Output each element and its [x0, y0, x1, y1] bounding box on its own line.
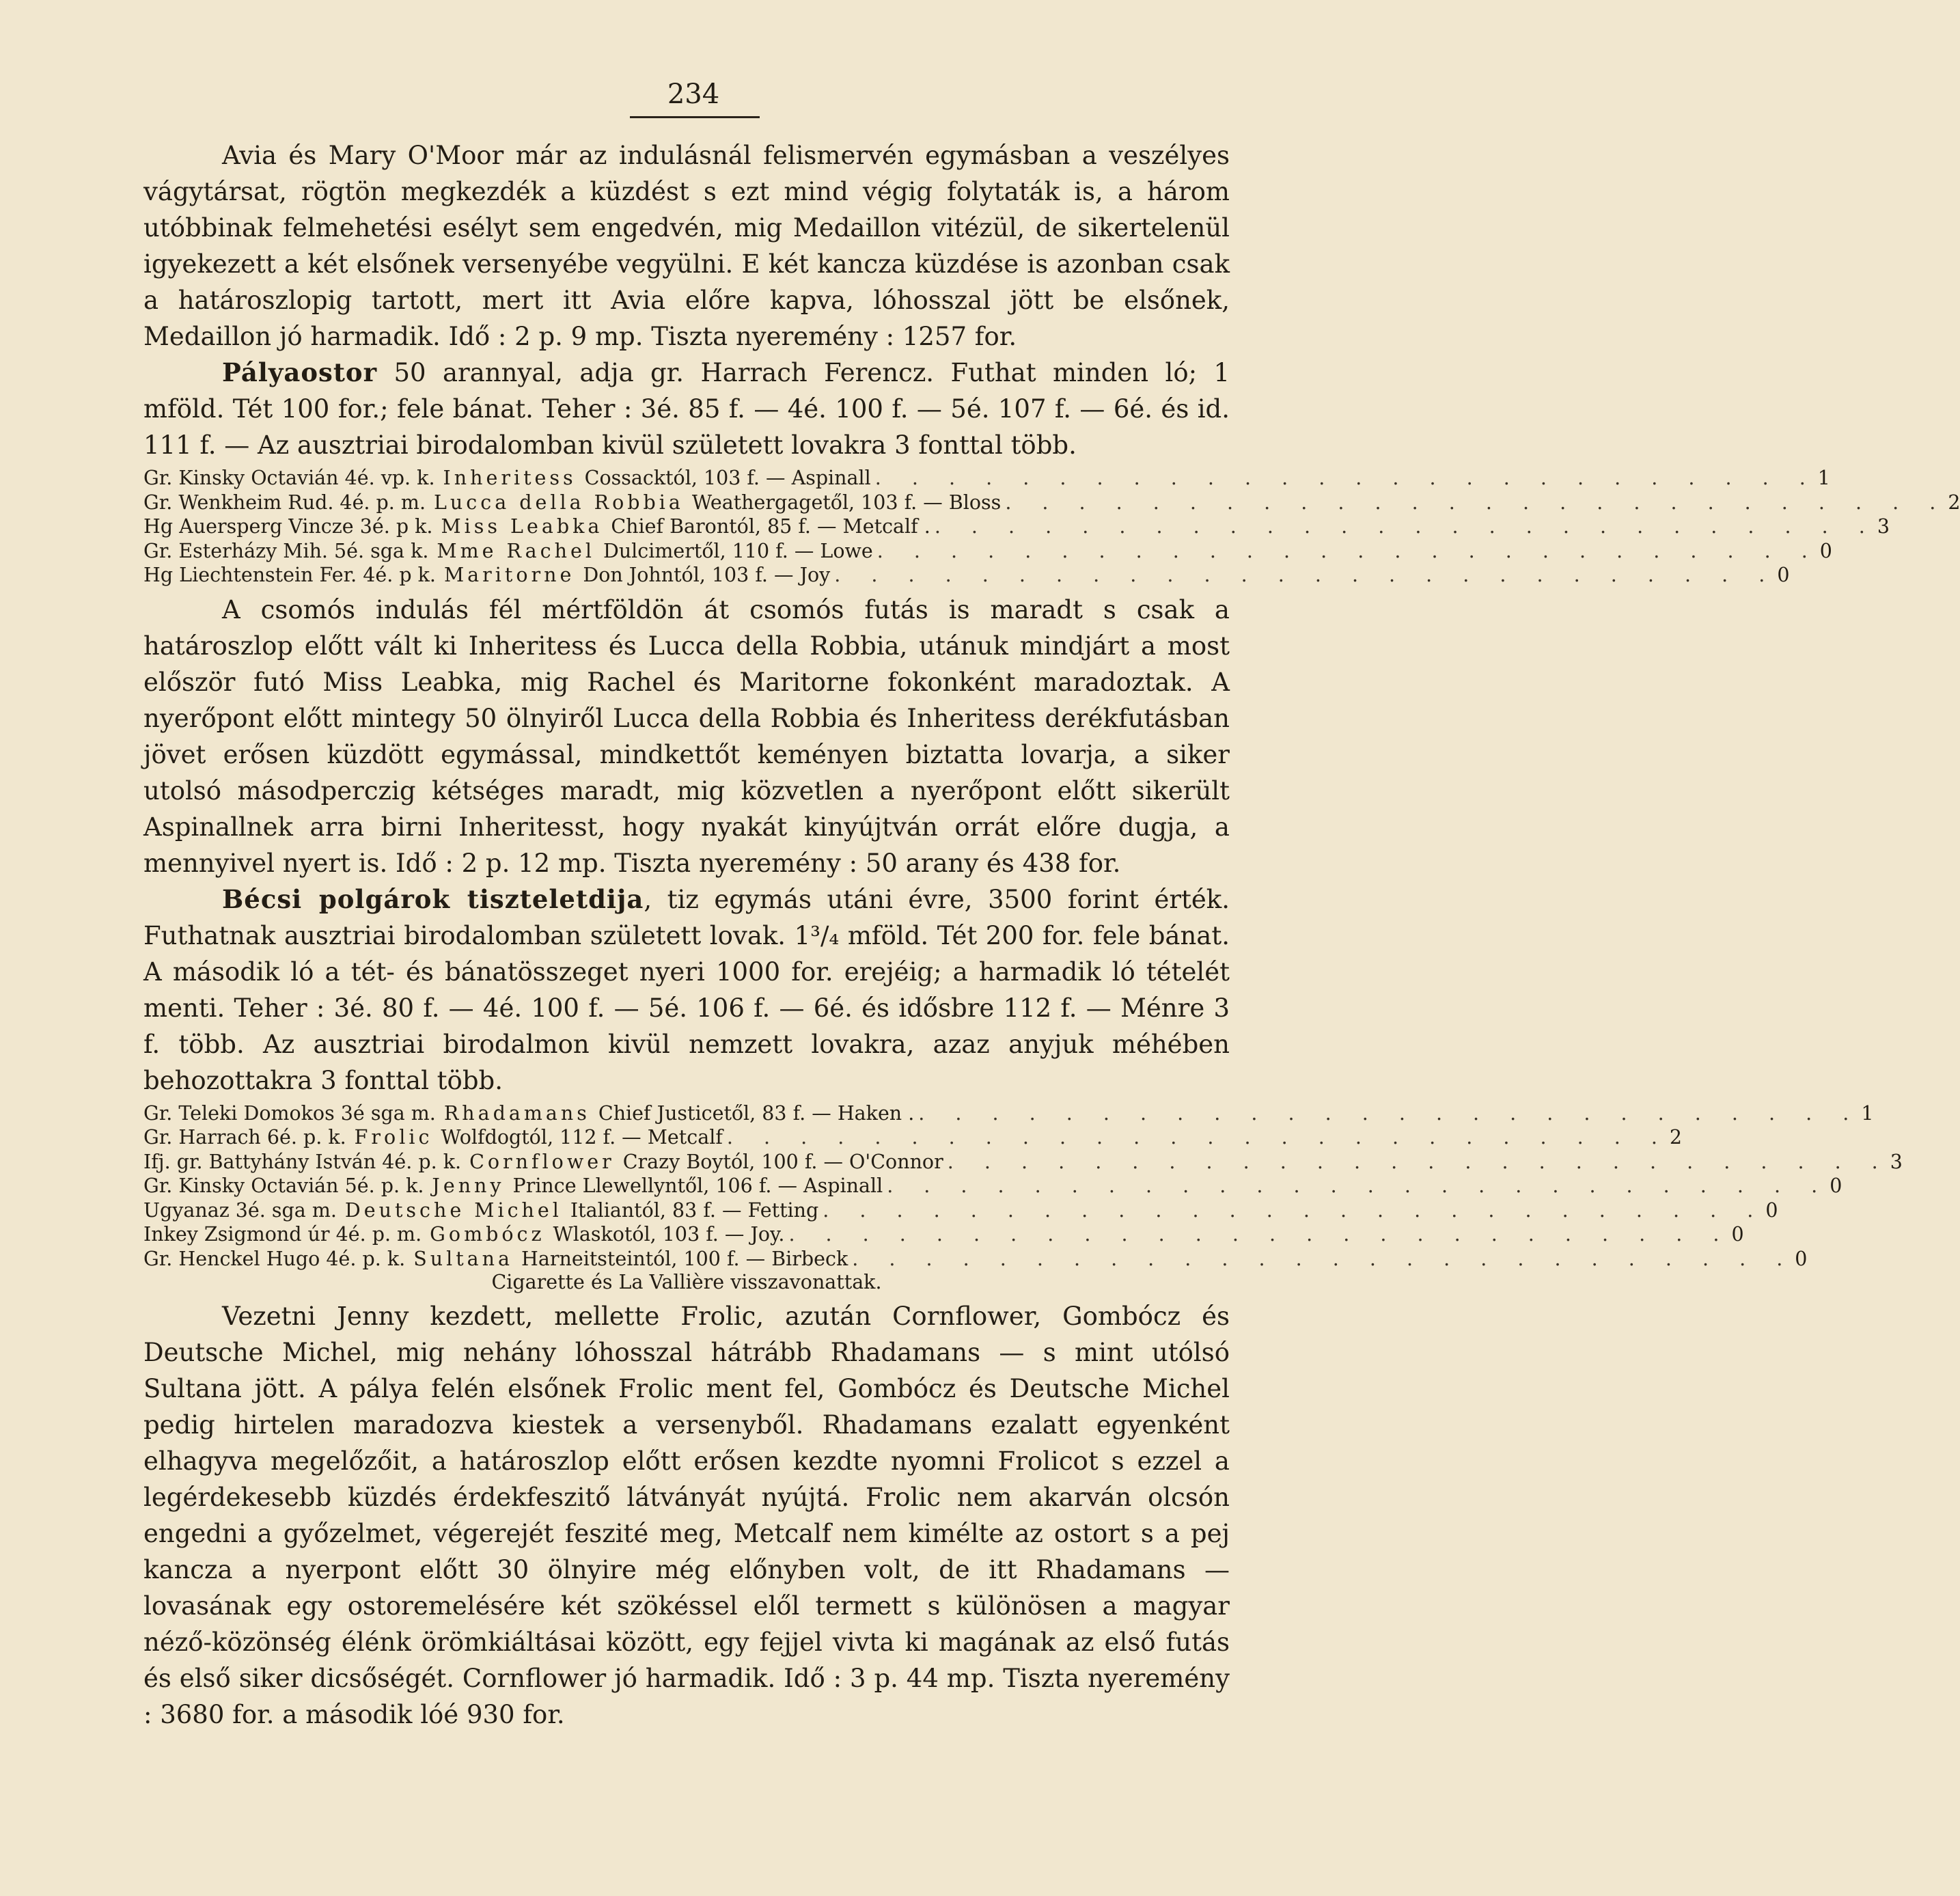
- entry-place: 0: [1830, 1174, 1842, 1197]
- entry-pedigree: Harneitsteintól, 100 f. — Birbeck: [521, 1247, 848, 1270]
- race-title: Bécsi polgárok tiszteletdija: [222, 883, 644, 914]
- entry-row: [143, 539, 1832, 564]
- entry-row: [143, 1125, 1683, 1150]
- entry-owner: Hg Liechtenstein Fer. 4é. p k.: [143, 564, 436, 586]
- entry-pedigree: Italiantól, 83 f. — Fetting: [570, 1198, 819, 1222]
- leader-dots: . . . . . . . . . . . . . . . . . . . . . . . . . .: [877, 539, 1820, 562]
- entry-owner: Gr. Esterházy Mih. 5é. sga k.: [143, 539, 429, 562]
- leader-dots: . . . . . . . . . . . . . . . . . . . . . . . . . .: [726, 1126, 1670, 1149]
- race-conditions-paragraph: [143, 881, 1230, 1099]
- leader-dots: . . . . . . . . . . . . . . . . . . . . . . . . . .: [887, 1174, 1830, 1197]
- race-report-paragraph: A csomós indulás fél mértföldön át csomós futás is maradt s csak a határoszlop előtt vált ki Inheritess és Lucca della Robbia, utánuk mindjárt a most először futó Miss Leabka, mig Rachel és Maritorne fokonként maradoztak. A nyerőpont előtt mintegy 50 ölnyiről Lucca della Robbia és Inheritess derékfutásban jövet erősen küzdött egymással, mindkettőt keményen biztatta lovarja, a siker utolsó másodperczig kétséges maradt, mig közvetlen a nyerőpont előtt sikerült Aspinallnek arra birni Inheritesst, hogy nyakát kinyújtván orrát előre dugja, a mennyivel nyert is. Idő : 2 p. 12 mp. Tiszta nyeremény : 50 arany és 438 for.: [143, 594, 1230, 878]
- entry-row: [143, 1247, 1808, 1272]
- entry-pedigree: Crazy Boytól, 100 f. — O'Connor: [622, 1150, 943, 1173]
- entry-owner: Gr. Wenkheim Rud. 4é. p. m.: [143, 491, 426, 514]
- entry-pedigree: Don Johntól, 103 f. — Joy: [583, 564, 831, 586]
- withdrawn-note: Cigarette és La Vallière visszavonattak.: [491, 1271, 882, 1293]
- entry-horse: Miss Leabka: [441, 515, 603, 538]
- entry-row: [143, 1174, 1842, 1198]
- entry-place: 0: [1795, 1247, 1808, 1270]
- entry-pedigree: Cossacktól, 103 f. — Aspinall: [584, 467, 871, 489]
- page-number-rule: [630, 116, 760, 118]
- race-conditions-paragraph: [143, 355, 1230, 463]
- entry-row: [143, 1198, 1778, 1223]
- entry-horse: Frolic: [354, 1126, 433, 1149]
- leader-dots: . . . . . . . . . . . . . . . . . . . . . . . . . .: [934, 515, 1877, 538]
- entry-horse: Deutsche Michel: [344, 1198, 562, 1222]
- page-body: [143, 137, 1960, 1733]
- entry-place: 1: [1861, 1101, 1874, 1125]
- race-report-paragraph: Vezetni Jenny kezdett, mellette Frolic, azután Cornflower, Gombócz és Deutsche Michel, mig nehány lóhosszal hátrább Rhadamans — s mint utólsó Sultana jött. A pálya felén elsőnek Frolic ment fel, Gombócz és Deutsche Michel pedig hirtelen maradozva kiestek a versenyből. Rhadamans ezalatt egyenként elhagyva megelőzőit, a határoszlop előtt erősen kezdte nyomni Frolicot s ezzel a legérdekesebb küzdés érdekfeszitő látványát nyújtá. Frolic nem akarván olcsón engedni a győzelmet, végerejét feszité meg, Metcalf nem kimélte az ostort s a pej kancza a nyerpont előtt 30 ölnyire még előnyben volt, de itt Rhadamans — lovasának egy ostoremelésére két szökéssel elől termett s különösen a magyar néző-közönség élénk örömkiáltásai között, egy fejjel vivta ki magának az első futás és első siker dicsőségét. Cornflower jó harmadik. Idő : 3 p. 44 mp. Tiszta nyeremény : 3680 for. a második lóé 930 for.: [143, 1302, 1230, 1729]
- entry-list: [143, 1101, 1903, 1295]
- entry-horse: Cornflower: [469, 1150, 615, 1173]
- race-report-paragraph: Avia és Mary O'Moor már az indulásnál felismervén egymásban a veszélyes vágytársat, rögtön megkezdék a küzdést s ezt mind végig folytaták is, a három utóbbinak felmehetési esélyt sem engedvén, mig Medaillon vitézül, de sikertelenül igyekezett a két elsőnek versenyébe vegyülni. E két kancza küzdése is azonban csak a határoszlopig tartott, mert itt Avia előre kapva, lóhosszal jött be elsőnek, Medaillon jó harmadik. Idő : 2 p. 9 mp. Tiszta nyeremény : 1257 for.: [143, 141, 1230, 351]
- entry-row: [143, 466, 1830, 491]
- entry-horse: Maritorne: [443, 564, 575, 586]
- race-conditions: , tiz egymás utáni évre, 3500 forint érték. Futhatnak ausztriai birodalomban született lovak. 1³/₄ mföld. Tét 200 for. fele bánat. A második ló a tét- és bánatösszeget nyeri 1000 for. erejéig; a harmadik ló tételét menti. Teher : 3é. 80 f. — 4é. 100 f. — 5é. 106 f. — 6é. és idősbre 112 f. — Ménre 3 f. több. Az ausztriai birodalmon kivül nemzett lovakra, azaz anyjuk méhében behozottakra 3 fonttal több.: [143, 884, 1230, 1095]
- entry-place: 1: [1817, 467, 1830, 489]
- entry-pedigree: Wolfdogtól, 112 f. — Metcalf: [441, 1126, 723, 1149]
- entry-pedigree: Chief Justicetől, 83 f. — Haken .: [598, 1101, 915, 1125]
- entry-place: 0: [1819, 539, 1832, 562]
- entry-place: 3: [1890, 1150, 1903, 1173]
- entry-owner: Gr. Harrach 6é. p. k.: [143, 1126, 346, 1149]
- race-conditions: 50 arannyal, adja gr. Harrach Ferencz. Futhat minden ló; 1 mföld. Tét 100 for.; fele bánat. Teher : 3é. 85 f. — 4é. 100 f. — 5é. 107 f. — 6é. és id. 111 f. — Az ausztriai birodalomban kivül született lovakra 3 fonttal több.: [143, 358, 1230, 460]
- entry-row: [143, 514, 1890, 539]
- leader-dots: . . . . . . . . . . . . . . . . . . . . . . . . . .: [874, 467, 1818, 489]
- entry-owner: Gr. Teleki Domokos 3é sga m.: [143, 1101, 436, 1125]
- leader-dots: . . . . . . . . . . . . . . . . . . . . . . . . . .: [852, 1247, 1795, 1270]
- entry-row: [143, 563, 1790, 588]
- entry-owner: Hg Auersperg Vincze 3é. p k.: [143, 515, 433, 538]
- entry-row: [143, 1222, 1744, 1247]
- entry-owner: Ugyanaz 3é. sga m.: [143, 1198, 337, 1222]
- entry-horse: Inheritess: [443, 467, 577, 489]
- entry-horse: Rhadamans: [443, 1101, 590, 1125]
- entry-horse: Gombócz: [430, 1223, 545, 1246]
- leader-dots: . . . . . . . . . . . . . . . . . . . . . . . . . .: [788, 1223, 1732, 1246]
- entry-pedigree: Dulcimertől, 110 f. — Lowe: [603, 539, 873, 562]
- leader-dots: . . . . . . . . . . . . . . . . . . . . . . . . . .: [1005, 491, 1948, 514]
- entry-place: 2: [1669, 1126, 1683, 1149]
- leader-dots: . . . . . . . . . . . . . . . . . . . . . . . . . .: [823, 1198, 1766, 1222]
- entry-horse: Lucca della Robbia: [434, 491, 684, 514]
- page-number: 234: [667, 79, 720, 110]
- race-title: Pályaostor: [222, 357, 378, 387]
- leader-dots: . . . . . . . . . . . . . . . . . . . . . . . . . .: [918, 1101, 1862, 1125]
- entry-pedigree: Chief Barontól, 85 f. — Metcalf .: [611, 515, 930, 538]
- entry-owner: Ifj. gr. Battyhány István 4é. p. k.: [143, 1150, 462, 1173]
- entry-pedigree: Weathergagetől, 103 f. — Bloss: [691, 491, 1002, 514]
- entry-row: [143, 1101, 1874, 1126]
- entry-list: [143, 466, 1960, 588]
- entry-row: [143, 1150, 1903, 1174]
- entry-pedigree: Prince Llewellyntől, 106 f. — Aspinall: [512, 1174, 883, 1197]
- entry-owner: Inkey Zsigmond úr 4é. p. m.: [143, 1223, 422, 1246]
- entry-pedigree: Wlaskotól, 103 f. — Joy.: [553, 1223, 785, 1246]
- entry-horse: Sultana: [413, 1247, 514, 1270]
- leader-dots: . . . . . . . . . . . . . . . . . . . . . . . . . .: [834, 564, 1778, 586]
- entry-row: [143, 491, 1960, 515]
- entry-horse: Jenny: [432, 1174, 505, 1197]
- entry-horse: Mme Rachel: [437, 539, 595, 562]
- entry-place: 0: [1765, 1198, 1778, 1222]
- entry-owner: Gr. Henckel Hugo 4é. p. k.: [143, 1247, 406, 1270]
- entry-owner: Gr. Kinsky Octavián 4é. vp. k.: [143, 467, 435, 489]
- leader-dots: . . . . . . . . . . . . . . . . . . . . . . . . . .: [947, 1150, 1890, 1173]
- entry-place: 0: [1731, 1223, 1744, 1246]
- entry-place: 0: [1777, 564, 1790, 586]
- entry-owner: Gr. Kinsky Octavián 5é. p. k.: [143, 1174, 424, 1197]
- entry-place: 3: [1877, 515, 1890, 538]
- entry-place: 2: [1948, 491, 1960, 514]
